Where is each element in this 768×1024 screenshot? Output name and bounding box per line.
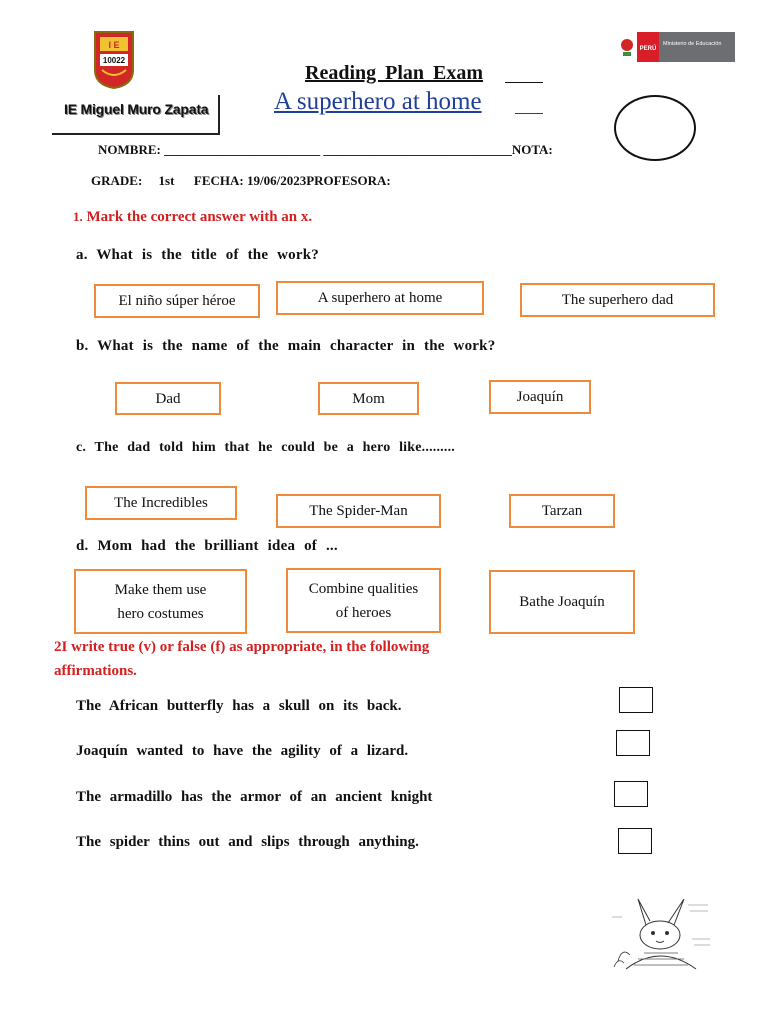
- exam-title: Reading Plan Exam: [305, 62, 484, 84]
- question-b: b. What is the name of the main character in the work?: [76, 338, 496, 354]
- ministry-logo: [617, 32, 735, 62]
- statement-2: Joaquín wanted to have the agility of a lizard.: [76, 743, 409, 759]
- ministry-logo-name: Ministerio de Educación: [663, 41, 722, 47]
- exam-subtitle-underline: [515, 113, 543, 114]
- answer-box-4[interactable]: [618, 828, 652, 854]
- section1-number: 1.: [73, 209, 83, 224]
- statement-1: The African butterfly has a skull on its back.: [76, 698, 402, 714]
- statement-4: The spider thins out and slips through anything.: [76, 834, 419, 850]
- exam-title-underline: [505, 82, 543, 83]
- option-a-3[interactable]: The superhero dad: [520, 283, 715, 317]
- name-line[interactable]: NOMBRE: ________________________ _____________________________NOTA:: [98, 142, 553, 157]
- answer-box-1[interactable]: [619, 687, 653, 713]
- ministry-logo-country: PERÚ: [639, 46, 657, 52]
- option-c-3[interactable]: Tarzan: [509, 494, 615, 528]
- grade-line: GRADE: 1st FECHA: 19/06/2023PROFESORA:: [91, 173, 391, 188]
- rabbit-sketch-illustration: [608, 895, 716, 973]
- option-d-3[interactable]: Bathe Joaquín: [489, 570, 635, 634]
- option-a-1[interactable]: El niño súper héroe: [94, 284, 260, 318]
- option-c-2[interactable]: The Spider-Man: [276, 494, 441, 528]
- option-a-2[interactable]: A superhero at home: [276, 281, 484, 315]
- option-c-1[interactable]: The Incredibles: [85, 486, 237, 520]
- section1-text: Mark the correct answer with an x.: [82, 209, 313, 225]
- question-d: d. Mom had the brilliant idea of ...: [76, 538, 338, 554]
- shield-number: 10022: [102, 56, 126, 65]
- school-shield-logo: [93, 30, 135, 90]
- answer-box-2[interactable]: [616, 730, 650, 756]
- section2-instruction-line1: 2I write true (v) or false (f) as appropriate, in the following: [54, 639, 430, 655]
- option-d-1[interactable]: Make them use hero costumes: [74, 569, 247, 634]
- answer-box-3[interactable]: [614, 781, 648, 807]
- question-c: c. The dad told him that he could be a hero like.........: [76, 440, 455, 455]
- section2-instruction-line2: affirmations.: [54, 663, 137, 679]
- school-name: IE Miguel Muro Zapata: [64, 101, 209, 117]
- shield-letters: I E: [108, 40, 120, 50]
- option-b-3[interactable]: Joaquín: [489, 380, 591, 414]
- question-a: a. What is the title of the work?: [76, 247, 319, 263]
- section1-instruction: [73, 209, 312, 226]
- option-b-1[interactable]: Dad: [115, 382, 221, 415]
- exam-subtitle: A superhero at home: [274, 88, 482, 115]
- grade-oval[interactable]: [614, 95, 696, 161]
- option-d-2[interactable]: Combine qualities of heroes: [286, 568, 441, 633]
- option-b-2[interactable]: Mom: [318, 382, 419, 415]
- statement-3: The armadillo has the armor of an ancient knight: [76, 789, 433, 805]
